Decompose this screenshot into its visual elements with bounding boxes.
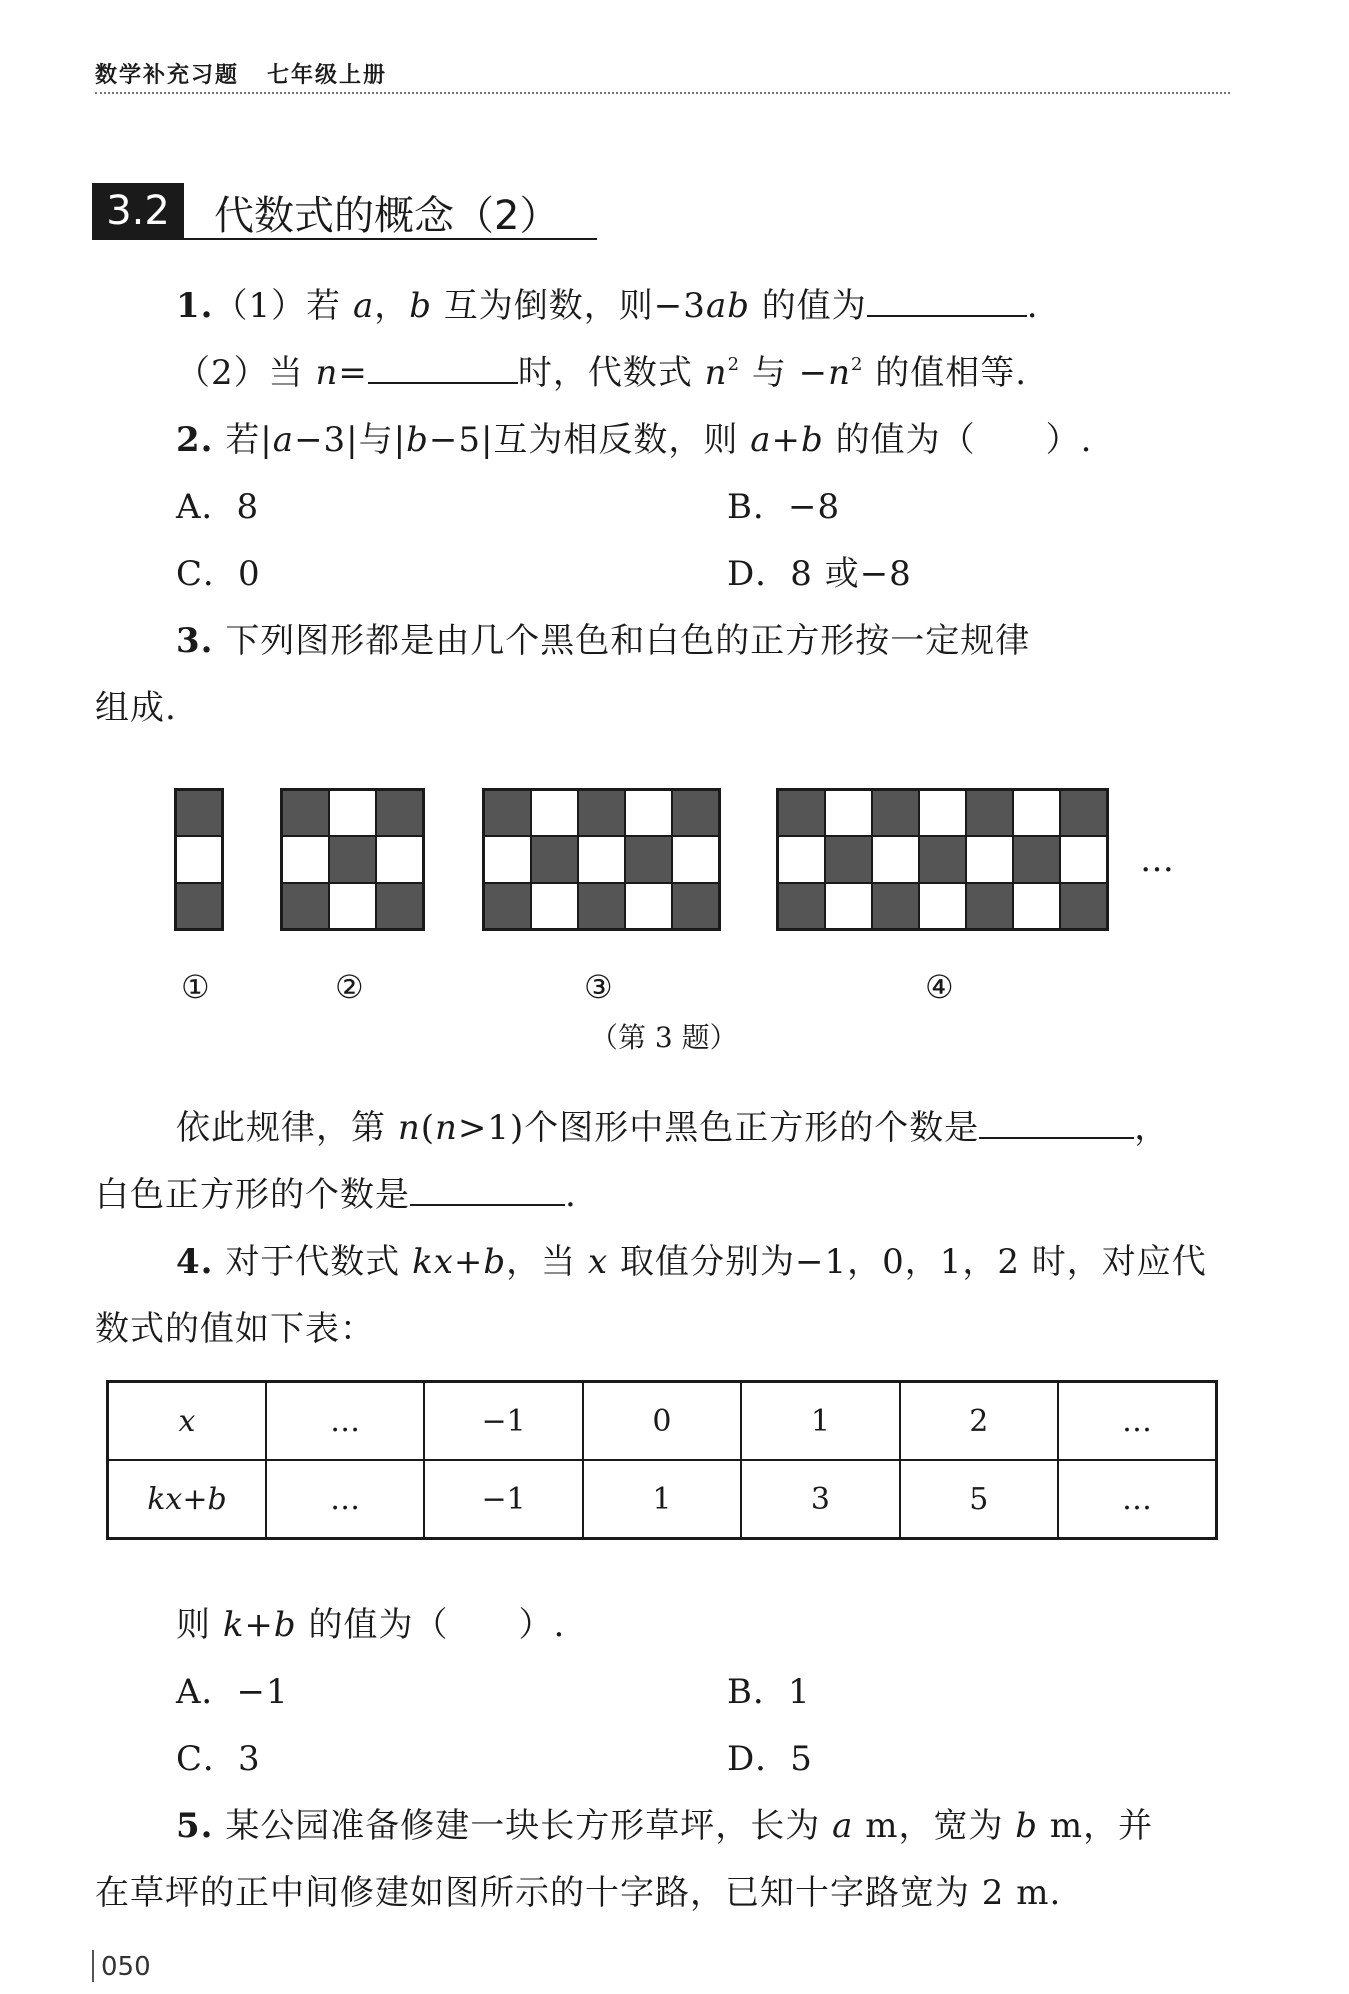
- q2-text: 若|: [225, 420, 273, 460]
- q3-number: 3.: [176, 621, 214, 661]
- q1-text: （1）若: [213, 286, 353, 326]
- black-square: [625, 836, 672, 882]
- q3-var-n: n: [434, 1108, 458, 1148]
- q2-var: a: [272, 420, 295, 460]
- running-header: [95, 58, 387, 89]
- q4-var: kx: [412, 1242, 454, 1282]
- table-cell: 5: [900, 1460, 1058, 1539]
- q1-var-a: a: [352, 286, 375, 326]
- white-square: [919, 790, 966, 836]
- q1-text: ，: [374, 286, 410, 326]
- q4-text: 取值分别为−1，0，1，2 时，对应代: [608, 1242, 1207, 1282]
- q3-rule: [176, 1100, 1169, 1149]
- white-square: [376, 836, 423, 882]
- header-divider: [95, 92, 1230, 94]
- black-square: [282, 883, 329, 929]
- figure-label-2: ②: [335, 968, 364, 1006]
- table-cell: 3: [741, 1460, 899, 1539]
- white-square: [825, 883, 872, 929]
- q1-text: 互为倒数，则−3: [432, 286, 706, 326]
- q5-var: b: [1015, 1806, 1039, 1846]
- q3-text: >1)个图形中黑色正方形的个数是: [457, 1108, 980, 1148]
- black-square: [376, 790, 423, 836]
- q3-rule-cont: [95, 1167, 577, 1216]
- q1-text: （2）当: [176, 353, 316, 393]
- white-square: [176, 836, 222, 882]
- q5-var: a: [832, 1806, 854, 1846]
- figure-label-3: ③: [584, 968, 613, 1006]
- grade-label: 七年级上册: [267, 63, 388, 88]
- pattern-figure-1: [174, 788, 224, 931]
- q1-var-ab: ab: [705, 286, 750, 326]
- q4-option-b[interactable]: B．1: [727, 1672, 811, 1712]
- q3-text: 下列图形都是由几个黑色和白色的正方形按一定规律: [225, 621, 1031, 661]
- black-square: [919, 836, 966, 882]
- q1-text: .: [1026, 286, 1039, 326]
- table-cell: 2: [900, 1382, 1058, 1461]
- white-square: [825, 790, 872, 836]
- q2-option-b[interactable]: B．−8: [727, 487, 841, 527]
- white-square: [531, 790, 578, 836]
- q3-stem-cont: 组成.: [95, 688, 177, 728]
- black-square: [376, 883, 423, 929]
- q1-part1: [176, 278, 1039, 327]
- q2-option-c[interactable]: C．0: [176, 554, 261, 594]
- table-cell: −1: [424, 1460, 582, 1539]
- table-cell: 0: [583, 1382, 741, 1461]
- white-square: [625, 790, 672, 836]
- white-square: [1060, 836, 1107, 882]
- q4-ask: [176, 1597, 565, 1646]
- q4-option-a[interactable]: A．−1: [176, 1672, 289, 1712]
- q5-number: 5.: [176, 1806, 214, 1846]
- table-cell: −1: [424, 1382, 582, 1461]
- q4-number: 4.: [176, 1242, 214, 1282]
- black-square: [966, 790, 1013, 836]
- white-square: [966, 836, 1013, 882]
- q5-stem: [176, 1798, 1153, 1847]
- q1-text: 的值为: [749, 286, 867, 326]
- table-cell: …: [266, 1382, 424, 1461]
- black-square: [872, 883, 919, 929]
- black-square: [825, 836, 872, 882]
- q4-var: k: [222, 1605, 245, 1645]
- q4-text: 对于代数式: [225, 1242, 413, 1282]
- answer-blank[interactable]: [867, 314, 1027, 317]
- q4-option-d[interactable]: D．5: [727, 1739, 813, 1779]
- q4-text: +: [244, 1605, 274, 1645]
- q1-var-n: n: [828, 353, 852, 393]
- table-row: [108, 1382, 1217, 1461]
- figure-label-4: ④: [925, 968, 954, 1006]
- q3-text: 白色正方形的个数是: [95, 1175, 410, 1215]
- black-square: [176, 883, 222, 929]
- q4-option-c[interactable]: C．3: [176, 1739, 261, 1779]
- white-square: [1013, 883, 1060, 929]
- pattern-figure-3: [482, 788, 721, 931]
- q1-var-n: n: [315, 353, 339, 393]
- q3-text: .: [565, 1175, 577, 1215]
- q5-text: 某公园准备修建一块长方形草坪，长为: [225, 1806, 833, 1846]
- q4-text: 的值为（ ）.: [296, 1605, 566, 1645]
- q2-option-d[interactable]: D．8 或−8: [727, 554, 912, 594]
- q5-text: m，宽为: [853, 1806, 1016, 1846]
- answer-blank[interactable]: [410, 1203, 565, 1206]
- q2-var: a: [750, 420, 772, 460]
- value-table: [106, 1380, 1218, 1540]
- table-cell: 1: [741, 1382, 899, 1461]
- black-square: [329, 836, 376, 882]
- q4-text: 则: [176, 1605, 223, 1645]
- black-square: [672, 883, 719, 929]
- exponent: 2: [727, 354, 741, 375]
- table-cell: 1: [583, 1460, 741, 1539]
- figure-ellipsis: …: [1140, 840, 1175, 880]
- q1-text: =: [338, 353, 368, 393]
- black-square: [484, 883, 531, 929]
- q1-var-n: n: [704, 353, 728, 393]
- table-cell: …: [1058, 1382, 1216, 1461]
- q5-text: m，并: [1038, 1806, 1154, 1846]
- white-square: [919, 883, 966, 929]
- q2-var: b: [801, 420, 824, 460]
- table-row: [108, 1460, 1217, 1539]
- q4-var: x: [587, 1242, 609, 1282]
- black-square: [1060, 883, 1107, 929]
- white-square: [531, 883, 578, 929]
- black-square: [176, 790, 222, 836]
- white-square: [282, 836, 329, 882]
- black-square: [966, 883, 1013, 929]
- black-square: [531, 836, 578, 882]
- pattern-figure-4: [776, 788, 1109, 931]
- pattern-figure-2: [280, 788, 425, 931]
- q3-text: 依此规律，第: [176, 1108, 398, 1148]
- black-square: [778, 790, 825, 836]
- answer-blank[interactable]: [979, 1136, 1134, 1139]
- q4-stem-cont: 数式的值如下表：: [95, 1309, 375, 1349]
- q3-text: (: [420, 1108, 435, 1148]
- q2-var: b: [406, 420, 429, 460]
- table-cell: …: [266, 1460, 424, 1539]
- q1-text: 时，代数式: [517, 353, 705, 393]
- figure-label-1: ①: [181, 968, 210, 1006]
- q5-stem-cont: 在草坪的正中间修建如图所示的十字路，已知十字路宽为 2 m.: [95, 1873, 1062, 1913]
- q2-text: −5|互为相反数，则: [428, 420, 751, 460]
- white-square: [484, 836, 531, 882]
- table-cell: x: [108, 1382, 266, 1461]
- q3-text: ，: [1134, 1108, 1170, 1148]
- q1-text: 与 −: [740, 353, 829, 393]
- q3-stem: [176, 613, 1030, 662]
- white-square: [329, 883, 376, 929]
- black-square: [1060, 790, 1107, 836]
- q4-var: b: [483, 1242, 507, 1282]
- black-square: [1013, 836, 1060, 882]
- white-square: [578, 836, 625, 882]
- table-cell: …: [1058, 1460, 1216, 1539]
- page-number-bar: [92, 1950, 94, 1982]
- white-square: [872, 836, 919, 882]
- white-square: [672, 836, 719, 882]
- q2-text: 的值为（ ）.: [823, 420, 1093, 460]
- exponent: 2: [851, 354, 864, 375]
- black-square: [778, 883, 825, 929]
- q1-part2: [176, 345, 1027, 394]
- q2-number: 2.: [176, 420, 214, 460]
- white-square: [329, 790, 376, 836]
- q1-var-b: b: [409, 286, 432, 326]
- white-square: [1013, 790, 1060, 836]
- q2-text: −3|与|: [294, 420, 407, 460]
- black-square: [578, 790, 625, 836]
- section-title: 代数式的概念（2）: [214, 193, 560, 239]
- answer-blank[interactable]: [368, 381, 518, 384]
- table-cell: kx+b: [108, 1460, 266, 1539]
- q2-option-a[interactable]: A．8: [176, 487, 260, 527]
- black-square: [672, 790, 719, 836]
- q4-stem: [176, 1234, 1207, 1283]
- q4-text: ，当: [506, 1242, 588, 1282]
- black-square: [578, 883, 625, 929]
- page-number: 050: [101, 1952, 151, 1982]
- q2-text: +: [771, 420, 802, 460]
- black-square: [484, 790, 531, 836]
- book-title: 数学补充习题: [95, 63, 240, 88]
- black-square: [872, 790, 919, 836]
- q2-stem: [176, 412, 1092, 461]
- section-number: 3.2: [92, 183, 184, 239]
- black-square: [282, 790, 329, 836]
- q1-text: 的值相等.: [863, 353, 1028, 393]
- white-square: [778, 836, 825, 882]
- q1-number: 1.: [176, 286, 214, 326]
- q3-var-n: n: [397, 1108, 421, 1148]
- q4-text: +: [453, 1242, 484, 1282]
- white-square: [625, 883, 672, 929]
- q4-var: b: [273, 1605, 297, 1645]
- figure-caption: （第 3 题）: [590, 1021, 738, 1054]
- section-underline: [92, 238, 597, 240]
